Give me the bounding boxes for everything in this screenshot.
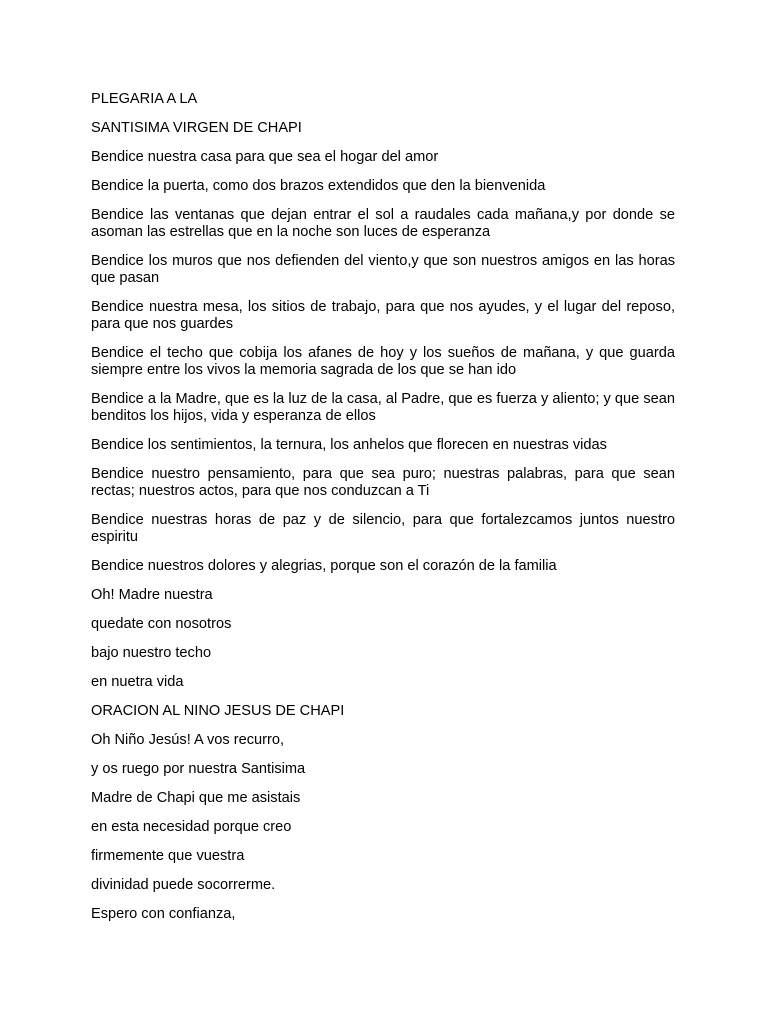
verse-line: firmemente que vuestra xyxy=(91,848,245,864)
verse-line: Madre de Chapi que me asistais xyxy=(91,790,301,806)
verse-line: Oh Niño Jesús! A vos recurro, xyxy=(91,732,285,748)
paragraph: Bendice nuestras horas de paz y de silencio, para que fortalezcamos juntos nuestro espiritu xyxy=(91,512,675,545)
prayer-title-line-2: SANTISIMA VIRGEN DE CHAPI xyxy=(91,120,302,136)
verse-line: bajo nuestro techo xyxy=(91,645,212,661)
paragraph: Bendice nuestra mesa, los sitios de trabajo, para que nos ayudes, y el lugar del reposo, para que nos guardes xyxy=(91,299,675,332)
paragraph: Bendice nuestro pensamiento, para que sea puro; nuestras palabras, para que sean rectas; nuestros actos, para que nos conduzcan a Ti xyxy=(91,466,675,499)
verse-line: Oh! Madre nuestra xyxy=(91,587,213,603)
verse-line: quedate con nosotros xyxy=(91,616,232,632)
second-prayer-title: ORACION AL NINO JESUS DE CHAPI xyxy=(91,703,345,719)
paragraph: Bendice nuestra casa para que sea el hogar del amor xyxy=(91,149,439,165)
verse-line: Espero con confianza, xyxy=(91,906,236,922)
verse-line: en esta necesidad porque creo xyxy=(91,819,292,835)
paragraph: Bendice los sentimientos, la ternura, los anhelos que florecen en nuestras vidas xyxy=(91,437,607,453)
paragraph: Bendice las ventanas que dejan entrar el sol a raudales cada mañana,y por donde se asoman las estrellas que en la noche son luces de esperanza xyxy=(91,207,675,240)
paragraph: Bendice el techo que cobija los afanes de hoy y los sueños de mañana, y que guarda siempre entre los vivos la memoria sagrada de los que se han ido xyxy=(91,345,675,378)
paragraph: Bendice los muros que nos defienden del viento,y que son nuestros amigos en las horas que pasan xyxy=(91,253,675,286)
paragraph: Bendice nuestros dolores y alegrias, porque son el corazón de la familia xyxy=(91,558,557,574)
prayer-title-line-1: PLEGARIA A LA xyxy=(91,91,198,107)
paragraph: Bendice a la Madre, que es la luz de la casa, al Padre, que es fuerza y aliento; y que sean benditos los hijos, vida y esperanza de ellos xyxy=(91,391,675,424)
paragraph: Bendice la puerta, como dos brazos extendidos que den la bienvenida xyxy=(91,178,546,194)
document-body xyxy=(91,91,675,935)
verse-line: en nuetra vida xyxy=(91,674,184,690)
verse-line: divinidad puede socorrerme. xyxy=(91,877,276,893)
verse-line: y os ruego por nuestra Santisima xyxy=(91,761,306,777)
